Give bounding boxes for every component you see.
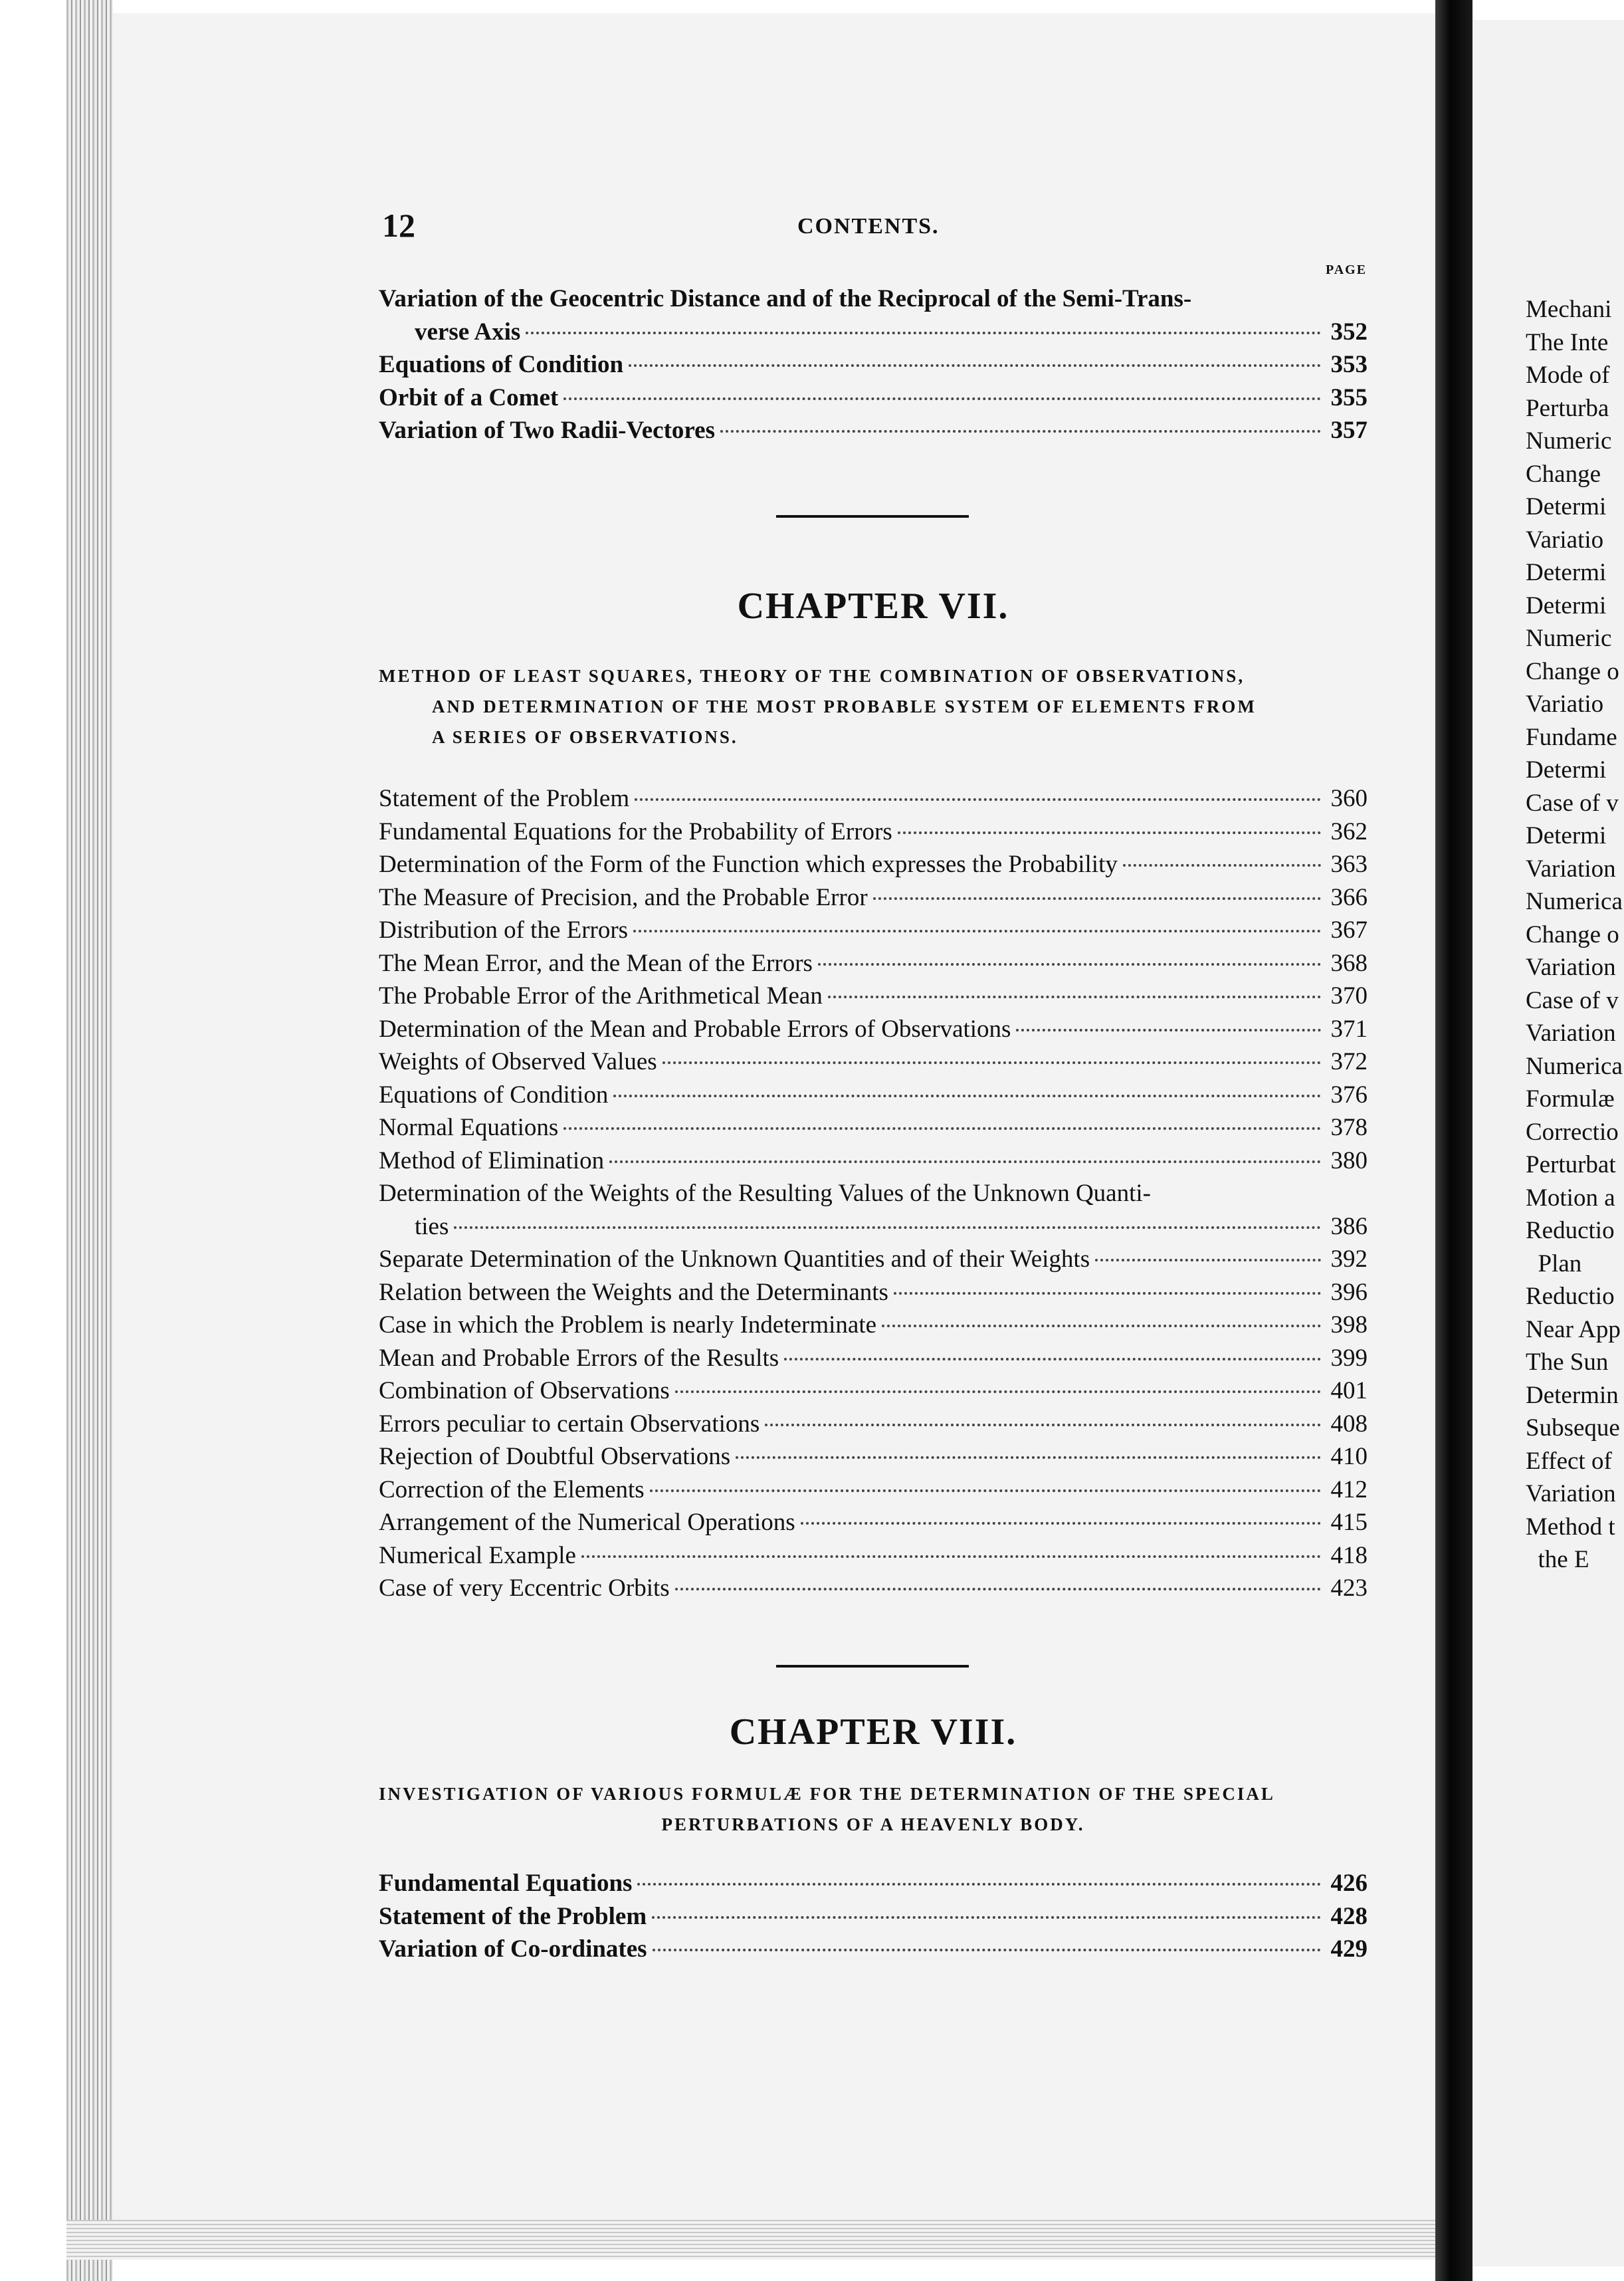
right-page-line: Determi: [1526, 592, 1607, 619]
toc-leader-dots: [653, 1949, 1321, 1951]
toc-entry-page: 372: [1330, 1048, 1368, 1075]
right-page-line: The Sun: [1526, 1349, 1609, 1376]
toc-leader-dots: [894, 1292, 1321, 1295]
toc-entry: [379, 982, 1368, 1015]
toc-leader-dots: [784, 1358, 1321, 1360]
toc-entry-title: Variation of Two Radii-Vectores: [379, 417, 716, 444]
right-page-line: Change o: [1526, 657, 1619, 685]
section-divider: [776, 515, 969, 518]
toc-leader-dots: [633, 930, 1321, 932]
toc-leader-dots: [629, 364, 1321, 367]
right-page-text: [1526, 295, 1624, 1578]
chapter-title: CHAPTER VII.: [737, 586, 1009, 627]
page-edges-bottom: [66, 2220, 1449, 2260]
toc-entry-page: 380: [1330, 1146, 1368, 1174]
toc-entry: [379, 1245, 1368, 1278]
right-page-line: Variation: [1526, 855, 1616, 883]
toc-entry-title: Rejection of Doubtful Observations: [379, 1443, 731, 1470]
toc-entry-page: 418: [1330, 1541, 1368, 1569]
toc-entry: [379, 1508, 1368, 1541]
chapter-subtitle-line: METHOD OF LEAST SQUARES, THEORY OF THE COMBINATION OF OBSERVATIONS,: [379, 666, 1245, 686]
toc-leader-dots: [873, 897, 1321, 900]
toc-leader-dots: [882, 1325, 1321, 1327]
right-page-line: Variatio: [1526, 526, 1604, 554]
toc-entry-title: Arrangement of the Numerical Operations: [379, 1509, 795, 1536]
right-page-line: Variation: [1526, 1020, 1616, 1047]
toc-entry-title: Combination of Observations: [379, 1377, 670, 1404]
toc-leader-dots: [801, 1522, 1321, 1525]
chapter-subtitle-line: PERTURBATIONS OF A HEAVENLY BODY.: [661, 1814, 1085, 1834]
toc-leader-dots: [662, 1061, 1321, 1064]
toc-entry-title: The Probable Error of the Arithmetical Mean: [379, 982, 823, 1010]
toc-leader-dots: [1123, 864, 1321, 867]
toc-chapter8: [379, 1869, 1368, 1968]
right-page-line: the E: [1526, 1546, 1589, 1573]
toc-entry: [379, 416, 1368, 449]
toc-leader-dots: [898, 831, 1321, 834]
right-page-line: Variation: [1526, 954, 1616, 981]
right-page-line: Correctio: [1526, 1118, 1619, 1146]
toc-entry: [379, 1015, 1368, 1048]
toc-entry-title: Determination of the Form of the Function which expresses the Probability: [379, 851, 1118, 878]
right-page-line: Motion a: [1526, 1184, 1615, 1212]
toc-leader-dots: [1016, 1029, 1321, 1032]
toc-entry-page: 423: [1330, 1575, 1368, 1602]
section-divider: [776, 1665, 969, 1668]
toc-entry: [379, 883, 1368, 917]
right-page-line: Determi: [1526, 822, 1607, 849]
right-page-line: Case of v: [1526, 986, 1619, 1014]
toc-leader-dots: [1095, 1259, 1321, 1261]
toc-top-section: [379, 284, 1368, 449]
toc-entry-page: 368: [1330, 949, 1368, 977]
toc-entry-title: Correction of the Elements: [379, 1475, 645, 1503]
toc-entry-page: 386: [1330, 1212, 1368, 1240]
toc-entry-page: 410: [1330, 1443, 1368, 1470]
toc-entry: [379, 1081, 1368, 1114]
toc-entry-title: The Measure of Precision, and the Probable Error: [379, 883, 868, 911]
toc-leader-dots: [650, 1489, 1321, 1492]
toc-leader-dots: [563, 1127, 1321, 1130]
right-page-line: Effect of: [1526, 1447, 1612, 1475]
toc-entry: [379, 850, 1368, 883]
toc-entry-title: Normal Equations: [379, 1114, 559, 1141]
toc-entry-title: Fundamental Equations for the Probability of Errors: [379, 817, 892, 845]
toc-leader-dots: [720, 430, 1321, 433]
toc-entry: [379, 1278, 1368, 1311]
toc-entry-page: 360: [1330, 785, 1368, 812]
toc-entry: [379, 1869, 1368, 1902]
toc-entry: [379, 1146, 1368, 1180]
toc-entry-page: 398: [1330, 1311, 1368, 1339]
toc-entry-title: Equations of Condition: [379, 351, 624, 378]
toc-entry-page: 362: [1330, 817, 1368, 845]
toc-entry: [379, 784, 1368, 817]
toc-entry: [379, 1475, 1368, 1509]
running-head: CONTENTS.: [797, 214, 940, 239]
toc-entry: [379, 1442, 1368, 1475]
right-page-line: Determin: [1526, 1381, 1619, 1409]
right-page-line: Numerica: [1526, 1052, 1623, 1080]
toc-entry-title: Distribution of the Errors: [379, 917, 629, 944]
toc-entry: [379, 1902, 1368, 1935]
right-page-line: Method t: [1526, 1513, 1615, 1541]
toc-entry: [379, 383, 1368, 417]
toc-entry-page: 353: [1330, 351, 1368, 378]
page-number: 12: [382, 207, 415, 244]
toc-entry: [379, 1047, 1368, 1081]
right-page-line: Reductio: [1526, 1283, 1615, 1310]
right-page-line: Perturba: [1526, 394, 1609, 422]
toc-leader-dots: [613, 1095, 1321, 1097]
book-spine: [1435, 0, 1472, 2281]
toc-entry-page: 429: [1330, 1935, 1368, 1963]
toc-entry: [379, 817, 1368, 851]
toc-leader-dots: [526, 332, 1321, 334]
right-page-line: Determi: [1526, 756, 1607, 784]
toc-entry-title: Weights of Observed Values: [379, 1048, 657, 1075]
toc-entry-title: Variation of Co-ordinates: [379, 1935, 647, 1963]
right-page-line: Numeric: [1526, 625, 1612, 652]
right-page-line: Change o: [1526, 921, 1619, 948]
toc-entry-title: Determination of the Weights of the Resulting Values of the Unknown Quanti-: [379, 1180, 1151, 1207]
chapter-title: CHAPTER VIII.: [729, 1711, 1017, 1753]
right-page-line: Plan: [1526, 1249, 1582, 1277]
right-page-line: Numerica: [1526, 888, 1623, 915]
toc-entry-title: Statement of the Problem: [379, 1902, 647, 1930]
toc-leader-dots: [454, 1226, 1321, 1229]
toc-entry-title: Relation between the Weights and the Determinants: [379, 1278, 888, 1306]
toc-entry: [379, 1410, 1368, 1443]
toc-leader-dots: [828, 996, 1321, 998]
toc-entry: [379, 1935, 1368, 1968]
toc-entry-title: Determination of the Mean and Probable Errors of Observations: [379, 1015, 1011, 1043]
toc-leader-dots: [765, 1424, 1321, 1426]
right-page-line: Mechani: [1526, 296, 1612, 323]
toc-entry: [379, 1344, 1368, 1377]
toc-entry: [379, 916, 1368, 949]
toc-leader-dots: [635, 798, 1321, 801]
right-page-line: Near App: [1526, 1315, 1621, 1343]
right-page-line: Reductio: [1526, 1217, 1615, 1244]
toc-leader-dots: [818, 963, 1321, 966]
toc-leader-dots: [675, 1390, 1321, 1393]
right-page-line: Mode of: [1526, 362, 1610, 389]
toc-entry-page: 415: [1330, 1509, 1368, 1536]
toc-entry: [379, 949, 1368, 982]
toc-entry-title: Errors peculiar to certain Observations: [379, 1410, 760, 1438]
toc-entry: [379, 1212, 1368, 1246]
page-edges-left: [66, 0, 113, 2281]
toc-entry: [379, 318, 1368, 351]
toc-leader-dots: [637, 1883, 1321, 1886]
page-column-label: PAGE: [1326, 263, 1368, 277]
toc-entry-page: 355: [1330, 383, 1368, 411]
toc-leader-dots: [563, 397, 1321, 400]
toc-entry-title: Numerical Example: [379, 1541, 576, 1569]
toc-entry: [379, 1541, 1368, 1575]
toc-entry-title: ties: [415, 1212, 449, 1240]
toc-entry-title: Fundamental Equations: [379, 1870, 633, 1897]
right-page-line: Perturbat: [1526, 1151, 1616, 1178]
toc-entry-title: The Mean Error, and the Mean of the Errors: [379, 949, 813, 977]
right-page-line: Determi: [1526, 559, 1607, 586]
chapter-subtitle-line: AND DETERMINATION OF THE MOST PROBABLE SYSTEM OF ELEMENTS FROM: [432, 697, 1257, 716]
toc-entry-title: Mean and Probable Errors of the Results: [379, 1344, 779, 1372]
toc-leader-dots: [609, 1160, 1321, 1163]
toc-entry-title: Orbit of a Comet: [379, 383, 559, 411]
toc-entry-page: 401: [1330, 1377, 1368, 1404]
toc-entry-title: Case of very Eccentric Orbits: [379, 1575, 670, 1602]
toc-entry-page: 428: [1330, 1902, 1368, 1930]
toc-entry-page: 370: [1330, 982, 1368, 1010]
right-page-line: Formulæ: [1526, 1085, 1615, 1113]
toc-entry-title: Statement of the Problem: [379, 785, 630, 812]
toc-entry-title: Case in which the Problem is nearly Indeterminate: [379, 1311, 877, 1339]
toc-line: Variation of the Geocentric Distance and of the Reciprocal of the Semi-Trans-: [379, 285, 1192, 312]
toc-entry-page: 366: [1330, 883, 1368, 911]
right-page-line: Change: [1526, 460, 1601, 488]
toc-entry-page: 399: [1330, 1344, 1368, 1372]
toc-entry-page: 363: [1330, 851, 1368, 878]
toc-entry-page: 378: [1330, 1114, 1368, 1141]
toc-chapter7: [379, 784, 1368, 1607]
toc-entry-page: 357: [1330, 417, 1368, 444]
right-page-line: Determi: [1526, 493, 1607, 520]
right-page-line: Variation: [1526, 1480, 1616, 1507]
chapter-subtitle: [379, 1779, 1368, 1840]
right-page-line: Case of v: [1526, 789, 1619, 817]
toc-entry-page: 408: [1330, 1410, 1368, 1438]
chapter-subtitle: [379, 661, 1368, 752]
toc-entry-title: verse Axis: [415, 318, 521, 346]
toc-leader-dots: [675, 1588, 1321, 1590]
toc-entry-page: 396: [1330, 1278, 1368, 1306]
toc-entry: [379, 350, 1368, 383]
toc-entry: [379, 1574, 1368, 1607]
toc-entry-title: Method of Elimination: [379, 1146, 605, 1174]
toc-leader-dots: [581, 1555, 1321, 1558]
toc-entry: [379, 1376, 1368, 1410]
right-page-line: Variatio: [1526, 691, 1604, 718]
toc-entry: [379, 1179, 1368, 1212]
toc-entry-title: Equations of Condition: [379, 1081, 609, 1109]
toc-entry-title: Separate Determination of the Unknown Quantities and of their Weights: [379, 1246, 1090, 1273]
toc-entry-page: 371: [1330, 1015, 1368, 1043]
toc-entry-page: 376: [1330, 1081, 1368, 1109]
chapter-subtitle-line: A SERIES OF OBSERVATIONS.: [432, 727, 738, 747]
toc-entry: [379, 1311, 1368, 1344]
toc-entry-page: 412: [1330, 1475, 1368, 1503]
toc-entry: [379, 1113, 1368, 1146]
right-page-line: Fundame: [1526, 723, 1617, 751]
right-page-line: The Inte: [1526, 328, 1609, 356]
toc-leader-dots: [652, 1916, 1321, 1919]
chapter-subtitle-line: INVESTIGATION OF VARIOUS FORMULÆ FOR THE DETERMINATION OF THE SPECIAL: [379, 1784, 1275, 1804]
toc-entry-page: 392: [1330, 1246, 1368, 1273]
toc-entry-page: 352: [1330, 318, 1368, 346]
toc-entry-page: 367: [1330, 917, 1368, 944]
right-page-line: Numeric: [1526, 427, 1612, 455]
toc-entry-page: 426: [1330, 1870, 1368, 1897]
toc-leader-dots: [736, 1456, 1321, 1459]
right-page-line: Subseque: [1526, 1414, 1620, 1442]
